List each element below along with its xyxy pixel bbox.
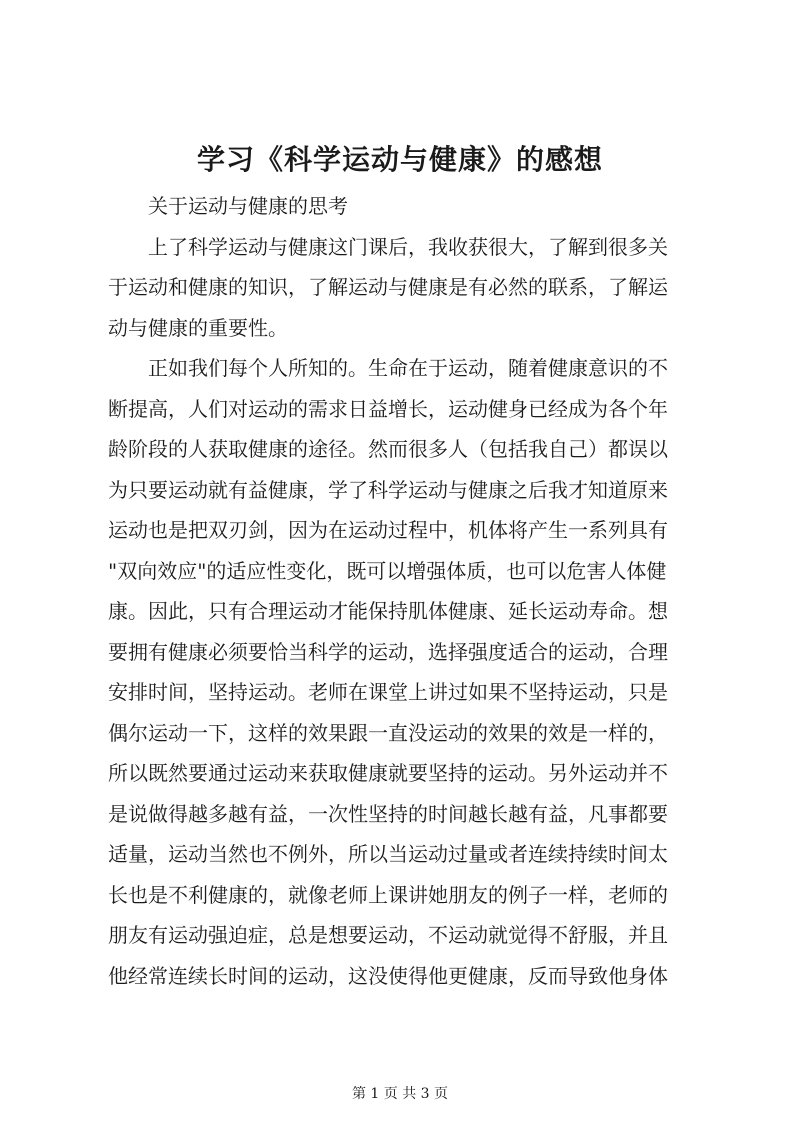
paragraph-line: 正如我们每个人所知的。生命在于运动，随着健康意识的不 [148, 356, 668, 380]
document-body [108, 186, 708, 996]
paragraph-line: 运动也是把双刃剑，因为在运动过程中，机体将产生一系列具有 [108, 518, 668, 542]
paragraph-line: 上了科学运动与健康这门课后，我收获很大，了解到很多关 [148, 234, 668, 259]
paragraph-line: 断提高，人们对运动的需求日益增长，运动健身已经成为各个年 [108, 396, 668, 421]
paragraph-line: 龄阶段的人获取健康的途径。然而很多人（包括我自己）都误以 [108, 437, 668, 461]
paragraph-line: 是说做得越多越有益，一次性坚持的时间越长越有益，凡事都要 [108, 801, 668, 826]
paragraph-line: 长也是不利健康的，就像老师上课讲她朋友的例子一样，老师的 [108, 882, 668, 907]
paragraph-line: "双向效应"的适应性变化，既可以增强体质，也可以危害人体健 [108, 558, 667, 583]
paragraph-line: 于运动和健康的知识，了解运动与健康是有必然的联系，了解运 [108, 275, 668, 299]
paragraph-line: 适量，运动当然也不例外，所以当运动过量或者连续持续时间太 [108, 842, 668, 866]
paragraph-line: 为只要运动就有益健康，学了科学运动与健康之后我才知道原来 [108, 477, 668, 502]
paragraph-line: 动与健康的重要性。 [108, 315, 288, 340]
paragraph-line: 康。因此，只有合理运动才能保持肌体健康、延长运动寿命。想 [108, 599, 668, 623]
paragraph-line: 朋友有运动强迫症，总是想要运动，不运动就觉得不舒服，并且 [108, 923, 668, 947]
paragraph-line: 他经常连续长时间的运动，这没使得他更健康，反而导致他身体 [108, 963, 668, 988]
paragraph-line: 要拥有健康必须要恰当科学的运动，选择强度适合的运动，合理 [108, 639, 668, 664]
subtitle-line: 关于运动与健康的思考 [148, 194, 348, 218]
page-footer: 第 1 页 共 3 页 [351, 1086, 449, 1102]
document-title: 学习《科学运动与健康》的感想 [196, 143, 603, 176]
paragraph-line: 安排时间，坚持运动。老师在课堂上讲过如果不坚持运动，只是 [108, 680, 668, 704]
paragraph-line: 偶尔运动一下，这样的效果跟一直没运动的效果的效是一样的， [108, 720, 668, 745]
paragraph-line: 所以既然要通过运动来获取健康就要坚持的运动。另外运动并不 [108, 761, 668, 785]
